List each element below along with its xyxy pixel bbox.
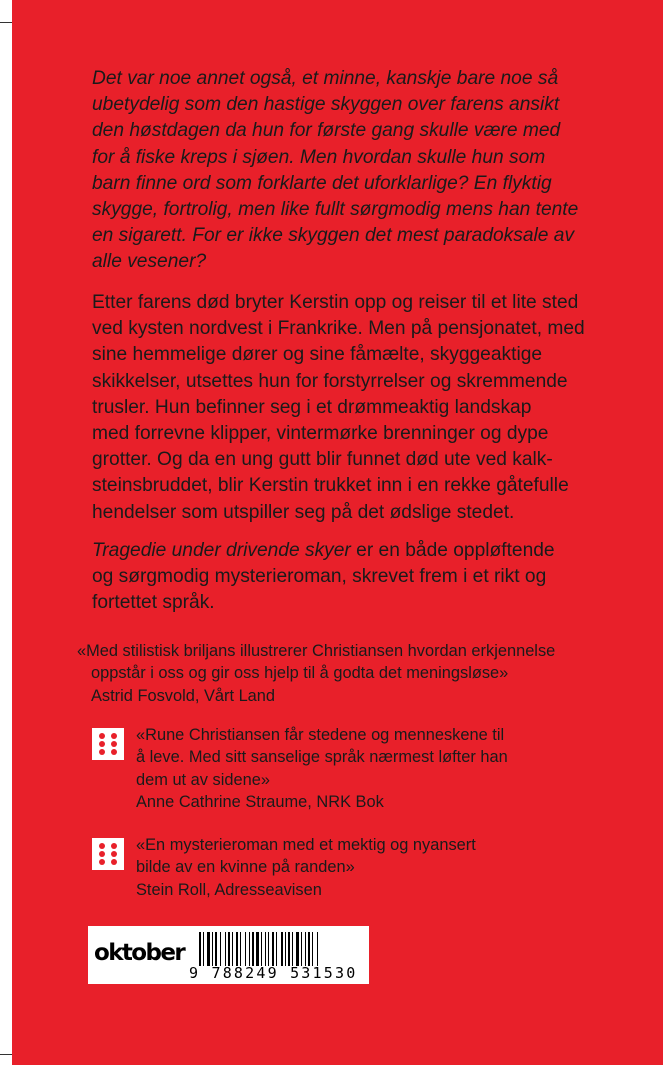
quote-source: Stein Roll, Adresseavisen	[136, 880, 322, 899]
barcode-icon	[199, 932, 363, 966]
text-line: alle vesener?	[92, 251, 207, 273]
text-line: fortettet språk.	[92, 592, 215, 614]
isbn-number: 9 788249 531530	[189, 964, 358, 982]
quote-line: «Rune Christiansen får stedene og menneskene til	[136, 726, 505, 744]
text-line: og sørgmodig mysterieroman, skrevet frem i et rikt og	[92, 566, 547, 588]
review-quote	[136, 834, 606, 901]
trim-mark	[0, 1054, 12, 1055]
text-line: trusler. Hun befinner seg i et drømmeaktig landskap	[92, 396, 532, 418]
text-line: barn finne ord som forklarte det uforklarlige? En flyktig	[92, 172, 552, 194]
barcode-label	[88, 926, 369, 984]
quote-source: Astrid Fosvold, Vårt Land	[91, 686, 276, 705]
publisher-logo: oktober	[94, 940, 185, 966]
text-line: ved kysten nordvest i Frankrike. Men på pensjonatet, med	[92, 318, 585, 340]
quote-line: bilde av en kvinne på randen»	[136, 858, 355, 877]
book-title: Tragedie under drivende skyer	[92, 540, 351, 561]
text-line: for å fiske kreps i sjøen. Men hvordan skulle hun som	[92, 146, 546, 168]
text-line: grotter. Og da en ung gutt blir funnet død ute ved kalk-	[92, 449, 553, 471]
text-line: Etter farens død bryter Kerstin opp og reiser til et lite sted	[92, 292, 579, 313]
text-line: steinsbruddet, blir Kerstin trukket inn i en rekke gåtefulle	[92, 475, 569, 497]
dice-six-icon	[92, 728, 124, 760]
text-line: skikkelser, utsettes hun for forstyrrelser og skremmende	[92, 370, 568, 392]
text-line: den høstdagen da hun for første gang skulle være med	[92, 120, 561, 142]
trim-mark	[0, 22, 12, 23]
quote-source: Anne Cathrine Straume, NRK Bok	[136, 793, 384, 812]
quote-line: «Med stilistisk briljans illustrerer Christiansen hvordan erkjennelse	[77, 642, 556, 660]
text-line: en sigarett. For er ikke skyggen det mest paradoksale av	[92, 225, 575, 247]
quote-line: å leve. Med sitt sanselige språk nærmest løfter han	[136, 748, 508, 767]
review-quote	[136, 724, 606, 814]
intro-excerpt	[92, 66, 632, 276]
dice-six-icon	[92, 838, 124, 870]
text-line: skygge, fortrolig, men like fullt sørgmodig mens han tente	[92, 199, 579, 221]
quote-line: «En mysterieroman med et mektig og nyansert	[136, 836, 476, 854]
summary-paragraph	[92, 290, 637, 526]
review-quote	[77, 640, 647, 707]
quote-line: dem ut av sidene»	[136, 770, 270, 789]
text-line: ubetydelig som den hastige skyggen over farens ansikt	[92, 94, 560, 116]
text-line: Det var noe annet også, et minne, kanskje bare noe så	[92, 68, 559, 89]
closing-paragraph	[92, 538, 637, 617]
text-line: med forrevne klipper, vintermørke brenninger og dype	[92, 423, 549, 445]
text-line: er en både oppløftende	[350, 540, 555, 561]
text-line: sine hemmelige dører og sine fåmælte, skyggeaktige	[92, 344, 543, 366]
quote-line: oppstår i oss og gir oss hjelp til å godta det meningsløse»	[91, 664, 509, 683]
text-line: hendelser som utspiller seg på det ødslige stedet.	[92, 501, 515, 523]
